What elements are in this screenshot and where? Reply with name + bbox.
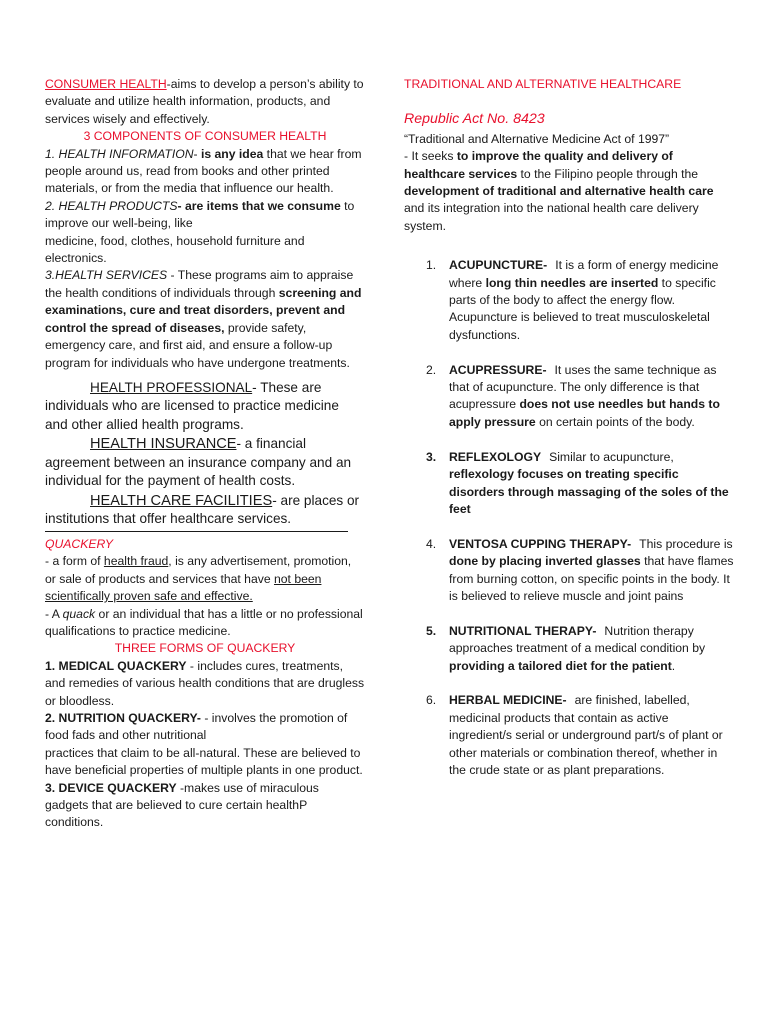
item-number: 6.: [426, 693, 437, 708]
list-item: [404, 362, 734, 432]
form-nutrition-quackery: [45, 710, 365, 745]
item-text: are finished, labelled, medicinal products that contain as active ingredient/s serial or underground part/s of plant or other materials or combination thereof, whether in the crude state or as plant preparations.: [449, 693, 723, 777]
form-2-definition: - involves the promotion of food fads and other nutritional: [45, 710, 348, 743]
component-3-text-2: provide safety, emergency care, and first aid, and ensure a follow-up program for individuals who have undergone treatments.: [45, 320, 350, 370]
item-bold: reflexology focuses on treating specific disorders through massaging of the soles of the feet: [449, 467, 729, 516]
consumer-health-paragraph: [45, 76, 365, 128]
item-text: Similar to acupuncture,: [549, 449, 674, 464]
item-term: VENTOSA CUPPING THERAPY-: [449, 536, 632, 551]
list-item: [404, 623, 734, 675]
form-nutrition-quackery-line2: practices that claim to be all-natural. These are believed to have beneficial properties of multiple plants in one product.: [45, 745, 363, 778]
purpose-text-a: - It seeks: [404, 149, 457, 164]
quack-text-a: - A: [45, 606, 63, 621]
therapy-list: [404, 257, 734, 779]
component-3-text-1: These programs aim to appraise the health conditions of individuals through: [45, 268, 354, 300]
act-purpose: [404, 148, 734, 235]
item-text: It is a form of energy medicine where: [449, 258, 719, 290]
components-heading: 3 COMPONENTS OF CONSUMER HEALTH: [83, 129, 327, 144]
quackery-text-b: , is any advertisement, promotion, or sale of products and services that have: [45, 554, 352, 586]
consumer-health-definition: -aims to develop a person’s ability to evaluate and utilize health information, products, and services wisely and effectively.: [45, 77, 364, 126]
item-term: HERBAL MEDICINE-: [449, 693, 567, 708]
item-number: 1.: [426, 258, 437, 273]
list-item: [404, 536, 734, 606]
item-number: 2.: [426, 362, 437, 377]
component-health-products: [45, 198, 365, 233]
item-text: Nutrition therapy approaches treatment of a medical condition by: [449, 623, 706, 656]
health-insurance-term: HEALTH INSURANCE: [90, 436, 237, 453]
consumer-health-term: CONSUMER HEALTH: [45, 77, 167, 91]
item-bold: providing a tailored diet for the patient: [449, 658, 672, 673]
item-term: REFLEXOLOGY: [449, 449, 542, 464]
item-number: 3.: [426, 449, 437, 464]
quackery-text-a: - a form of: [45, 554, 104, 569]
list-item: [404, 449, 734, 519]
form-1-definition: - includes cures, treatments, and remedies of various health conditions that are drugless or bloodless.: [45, 658, 365, 708]
component-1-dash: -: [193, 146, 201, 161]
component-health-services: [45, 267, 365, 371]
health-care-facilities-paragraph: [45, 492, 365, 529]
not-proven-phrase: not been scientifically proven safe and effective.: [45, 571, 322, 604]
act-title: Republic Act No. 8423: [404, 111, 545, 128]
traditional-heading: TRADITIONAL AND ALTERNATIVE HEALTHCARE: [404, 77, 682, 91]
component-3-dash: -: [167, 268, 178, 283]
health-care-facilities-term: HEALTH CARE FACILITIES: [90, 492, 273, 509]
health-insurance-definition: - a financial agreement between an insurance company and an individual for the payment of health costs.: [45, 436, 352, 489]
component-2-term: 2. HEALTH PRODUCTS: [45, 198, 178, 213]
item-number: 5.: [426, 623, 437, 638]
health-fraud-term: health fraud: [103, 554, 169, 569]
purpose-text-c: to the Filipino people through the: [517, 166, 699, 181]
form-1-term: 1. MEDICAL QUACKERY: [45, 658, 187, 673]
item-bold: long thin needles are inserted: [485, 275, 659, 290]
component-health-products-line2: medicine, food, clothes, household furniture and electronics.: [45, 233, 305, 266]
item-bold: does not use needles but hands to apply pressure: [449, 397, 720, 429]
item-term: ACUPRESSURE-: [449, 362, 547, 377]
form-2-term: 2. NUTRITION QUACKERY-: [45, 710, 201, 725]
item-text-end: .: [671, 658, 676, 673]
item-term: NUTRITIONAL THERAPY-: [449, 623, 597, 638]
item-text: It uses the same technique as that of acupuncture. The only difference is that acupressure: [449, 362, 717, 412]
list-item: [404, 692, 734, 779]
item-term: ACUPUNCTURE-: [449, 258, 548, 273]
component-1-text: that we hear from people around us, read from books and other printed materials, or from the media that influence our health.: [45, 146, 362, 196]
purpose-bold-2: development of traditional and alternative health care: [404, 184, 714, 199]
health-professional-paragraph: [45, 379, 365, 435]
item-number: 4.: [426, 536, 437, 551]
form-3-definition: -makes use of miraculous gadgets that are believed to cure certain healthP conditions.: [45, 780, 319, 830]
health-professional-term: HEALTH PROFESSIONAL: [90, 379, 253, 395]
component-1-term: 1. HEALTH INFORMATION: [45, 146, 194, 161]
item-bold: done by placing inverted glasses: [449, 554, 641, 569]
left-column: [45, 76, 365, 832]
item-text-end: to specific parts of the body to affect the energy flow. Acupuncture is believed to treat musculoskeletal dysfunctions.: [449, 275, 716, 342]
purpose-bold-1: to improve the quality and delivery of healthcare services: [404, 149, 673, 181]
quackery-definition-2: [45, 606, 365, 641]
health-insurance-paragraph: [45, 435, 365, 491]
component-2-bold: - are items that we consume: [177, 198, 341, 213]
component-3-bold: screening and examinations, cure and treat disorders, prevent and control the spread of diseases,: [45, 285, 362, 335]
right-column: [404, 76, 734, 797]
item-text: This procedure is: [639, 536, 733, 551]
list-item: [404, 257, 734, 344]
forms-heading: THREE FORMS OF QUACKERY: [114, 641, 296, 656]
purpose-text-d: and its integration into the national health care delivery system.: [404, 201, 699, 233]
section-divider: [45, 531, 348, 532]
health-care-facilities-definition: - are places or institutions that offer healthcare services.: [45, 492, 360, 527]
form-medical-quackery: [45, 658, 365, 710]
quackery-definition-1: [45, 553, 365, 605]
item-text-end: on certain points of the body.: [535, 414, 695, 429]
component-3-term: 3.HEALTH SERVICES: [45, 268, 168, 283]
form-3-term: 3. DEVICE QUACKERY: [45, 780, 177, 795]
component-health-information: [45, 146, 365, 198]
act-name: “Traditional and Alternative Medicine Act of 1997”: [404, 131, 670, 146]
form-device-quackery: [45, 780, 365, 832]
quackery-heading: QUACKERY: [45, 536, 113, 551]
health-professional-definition: - These are individuals who are licensed to practice medicine and other allied health programs.: [45, 379, 339, 432]
quack-text-b: or an individual that has a little or no professional qualifications to practice medicine.: [45, 606, 363, 638]
item-text-end: that have flames from burning cotton, on specific points in the body. It is believed to relieve muscle and joint pains: [449, 554, 734, 603]
component-2-text: to improve our well-being, like: [45, 198, 355, 231]
quack-term: quack: [62, 606, 96, 621]
component-1-bold: is any idea: [200, 146, 264, 161]
